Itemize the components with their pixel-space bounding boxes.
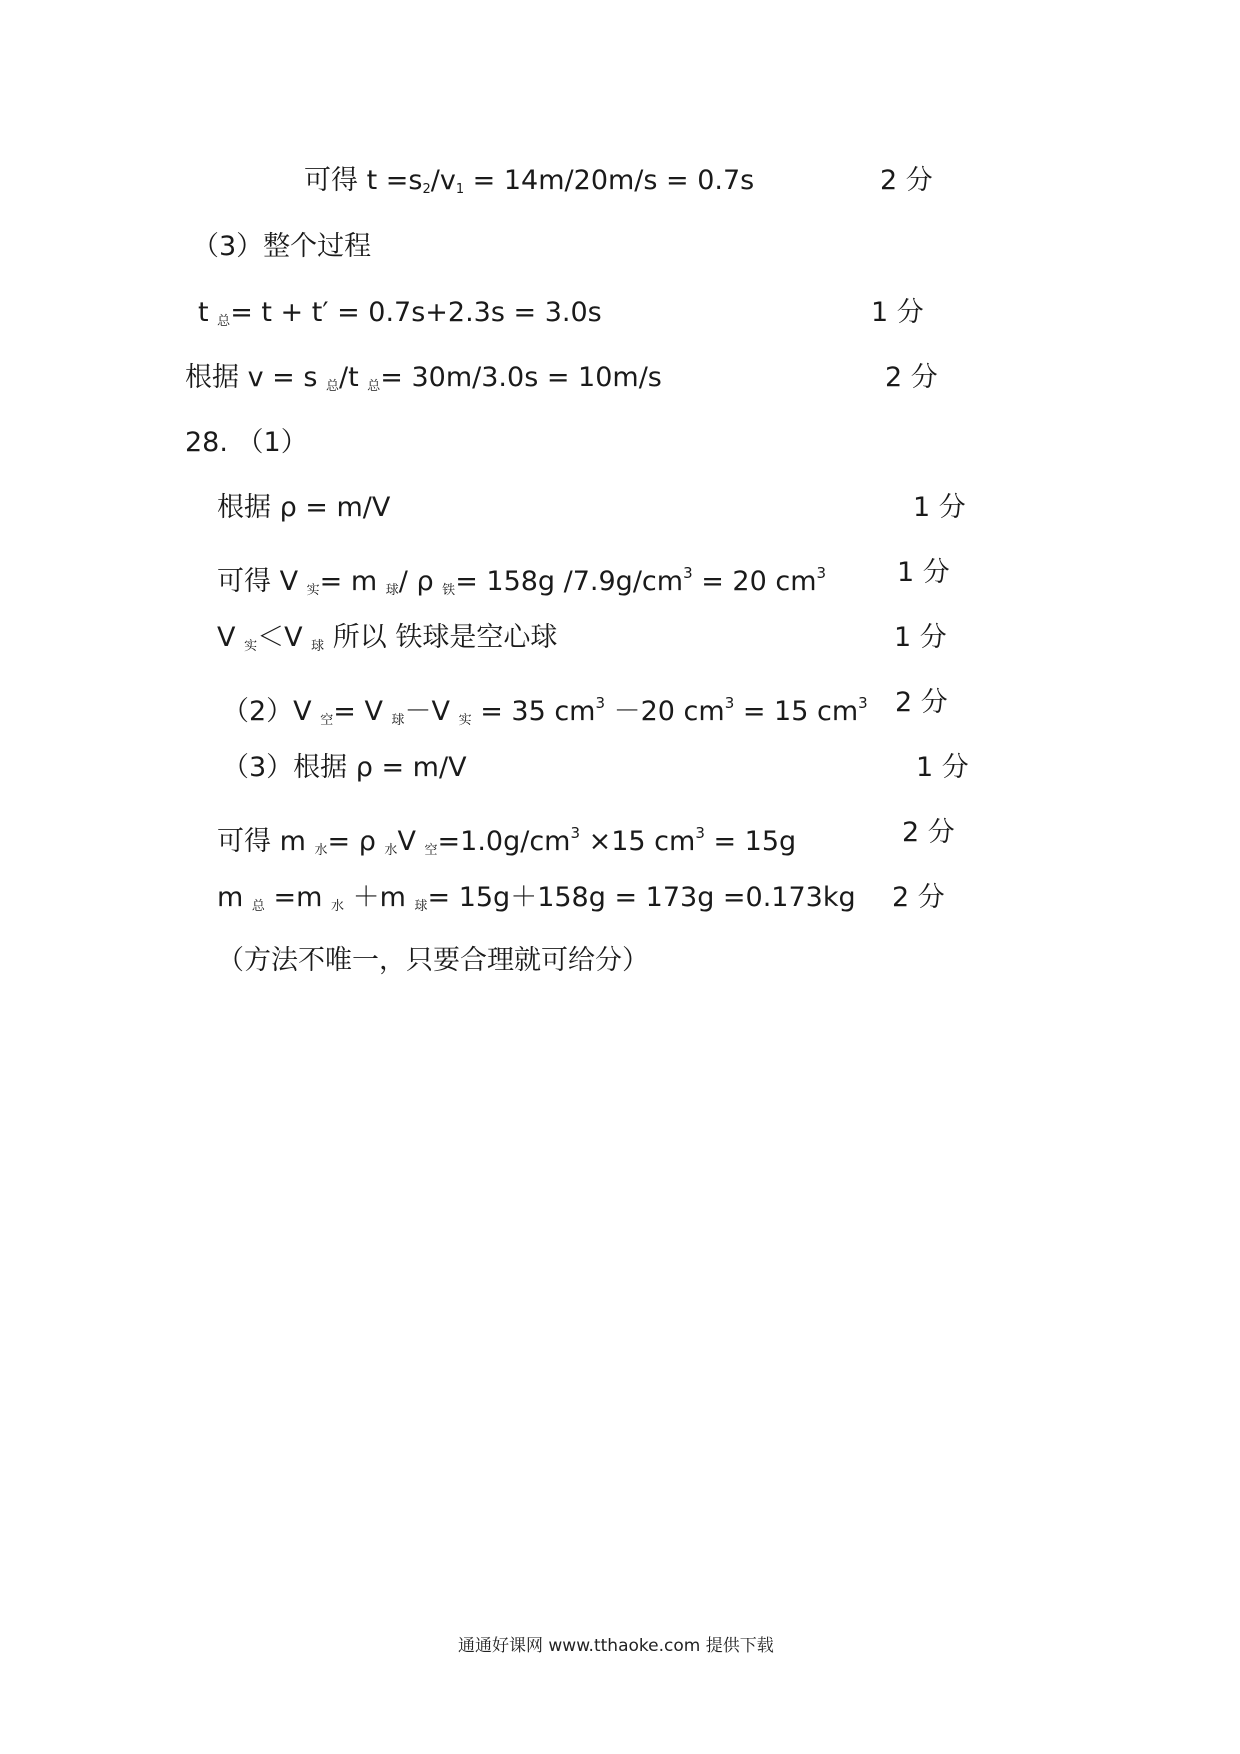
text-run: = 14m/20m/s = 0.7s	[464, 165, 755, 196]
line-text	[217, 943, 649, 979]
line-text	[217, 490, 390, 526]
text-run: m	[217, 882, 252, 913]
line-text	[185, 425, 308, 461]
subscript: 2	[422, 182, 431, 197]
subscript: 铁	[442, 583, 456, 598]
subscript: 实	[244, 639, 258, 654]
line-text	[217, 815, 796, 869]
text-run: = 158g /7.9g/cm	[455, 566, 684, 597]
text-run: （2）V	[222, 696, 321, 727]
subscript: 空	[320, 713, 334, 728]
score-label: 2 分	[885, 362, 938, 393]
score-label: 1 分	[871, 297, 924, 328]
subscript: 水	[331, 899, 345, 914]
line-text	[222, 685, 868, 739]
text-run: = 15g	[704, 826, 797, 857]
subscript: 空	[424, 843, 438, 858]
text-run: 可得 m	[217, 826, 315, 857]
subscript: 球	[414, 899, 428, 914]
line-text	[217, 880, 856, 925]
superscript: 3	[724, 694, 735, 712]
score-label: 2 分	[880, 165, 933, 196]
text-run: －20 cm	[605, 696, 725, 727]
text-run: t	[198, 297, 218, 328]
text-run: 根据 v = s	[185, 362, 326, 393]
score-label: 1 分	[913, 492, 966, 523]
text-run: （方法不唯一，只要合理就可给分）	[217, 945, 649, 976]
text-run: = V	[333, 696, 392, 727]
text-run: V	[217, 622, 245, 653]
text-run: =1.0g/cm	[437, 826, 571, 857]
text-run: =m	[264, 882, 331, 913]
line-text	[304, 163, 754, 208]
text-run: = 35 cm	[471, 696, 596, 727]
superscript: 3	[858, 694, 868, 712]
text-run: －V	[404, 696, 459, 727]
subscript: 实	[306, 583, 320, 598]
subscript: 总	[251, 899, 265, 914]
subscript: 球	[385, 583, 399, 598]
superscript: 3	[595, 694, 606, 712]
score-label: 2 分	[892, 882, 945, 913]
score-label: 2 分	[895, 687, 948, 718]
subscript: 实	[458, 713, 472, 728]
text-run: ＋m	[344, 882, 415, 913]
text-run: = 15 cm	[734, 696, 859, 727]
text-run: ＜V	[257, 622, 312, 653]
superscript: 3	[570, 824, 581, 842]
line-text	[222, 750, 467, 786]
text-run: /v	[430, 165, 456, 196]
line-text	[217, 620, 557, 665]
subscript: 总	[217, 314, 231, 329]
text-run: = t + t′ = 0.7s+2.3s = 3.0s	[230, 297, 602, 328]
text-run: = 15g＋158g = 173g =0.173kg	[427, 882, 856, 913]
text-run: / ρ	[398, 566, 443, 597]
superscript: 3	[695, 824, 705, 842]
text-run: 可得 V	[217, 566, 307, 597]
score-label: 1 分	[894, 622, 947, 653]
text-run: = 30m/3.0s = 10m/s	[380, 362, 662, 393]
text-run: V	[397, 826, 425, 857]
line-text	[185, 360, 662, 405]
score-label: 2 分	[902, 817, 955, 848]
text-run: 根据 ρ = m/V	[217, 492, 391, 523]
subscript: 水	[384, 843, 398, 858]
text-run: 可得 t =s	[304, 165, 423, 196]
subscript: 球	[311, 639, 325, 654]
superscript: 3	[683, 564, 693, 582]
subscript: 1	[455, 182, 465, 197]
text-run: = ρ	[327, 826, 385, 857]
superscript: 3	[816, 564, 827, 582]
text-run: = 20 cm	[692, 566, 817, 597]
subscript: 总	[367, 379, 381, 394]
line-text	[192, 229, 371, 265]
text-run: ×15 cm	[580, 826, 696, 857]
text-run: 28. （1）	[185, 427, 308, 458]
text-run: （3）根据 ρ = m/V	[222, 752, 467, 783]
score-label: 1 分	[916, 752, 969, 783]
subscript: 总	[326, 379, 340, 394]
text-run: 所以 铁球是空心球	[324, 622, 558, 653]
page-footer: 通通好课网 www.tthaoke.com 提供下载	[458, 1636, 774, 1656]
subscript: 球	[391, 713, 405, 728]
score-label: 1 分	[897, 557, 950, 588]
line-text	[198, 295, 602, 340]
text-run: /t	[339, 362, 368, 393]
subscript: 水	[314, 843, 328, 858]
line-text	[217, 555, 826, 609]
text-run: （3）整个过程	[192, 231, 372, 262]
text-run: = m	[319, 566, 386, 597]
